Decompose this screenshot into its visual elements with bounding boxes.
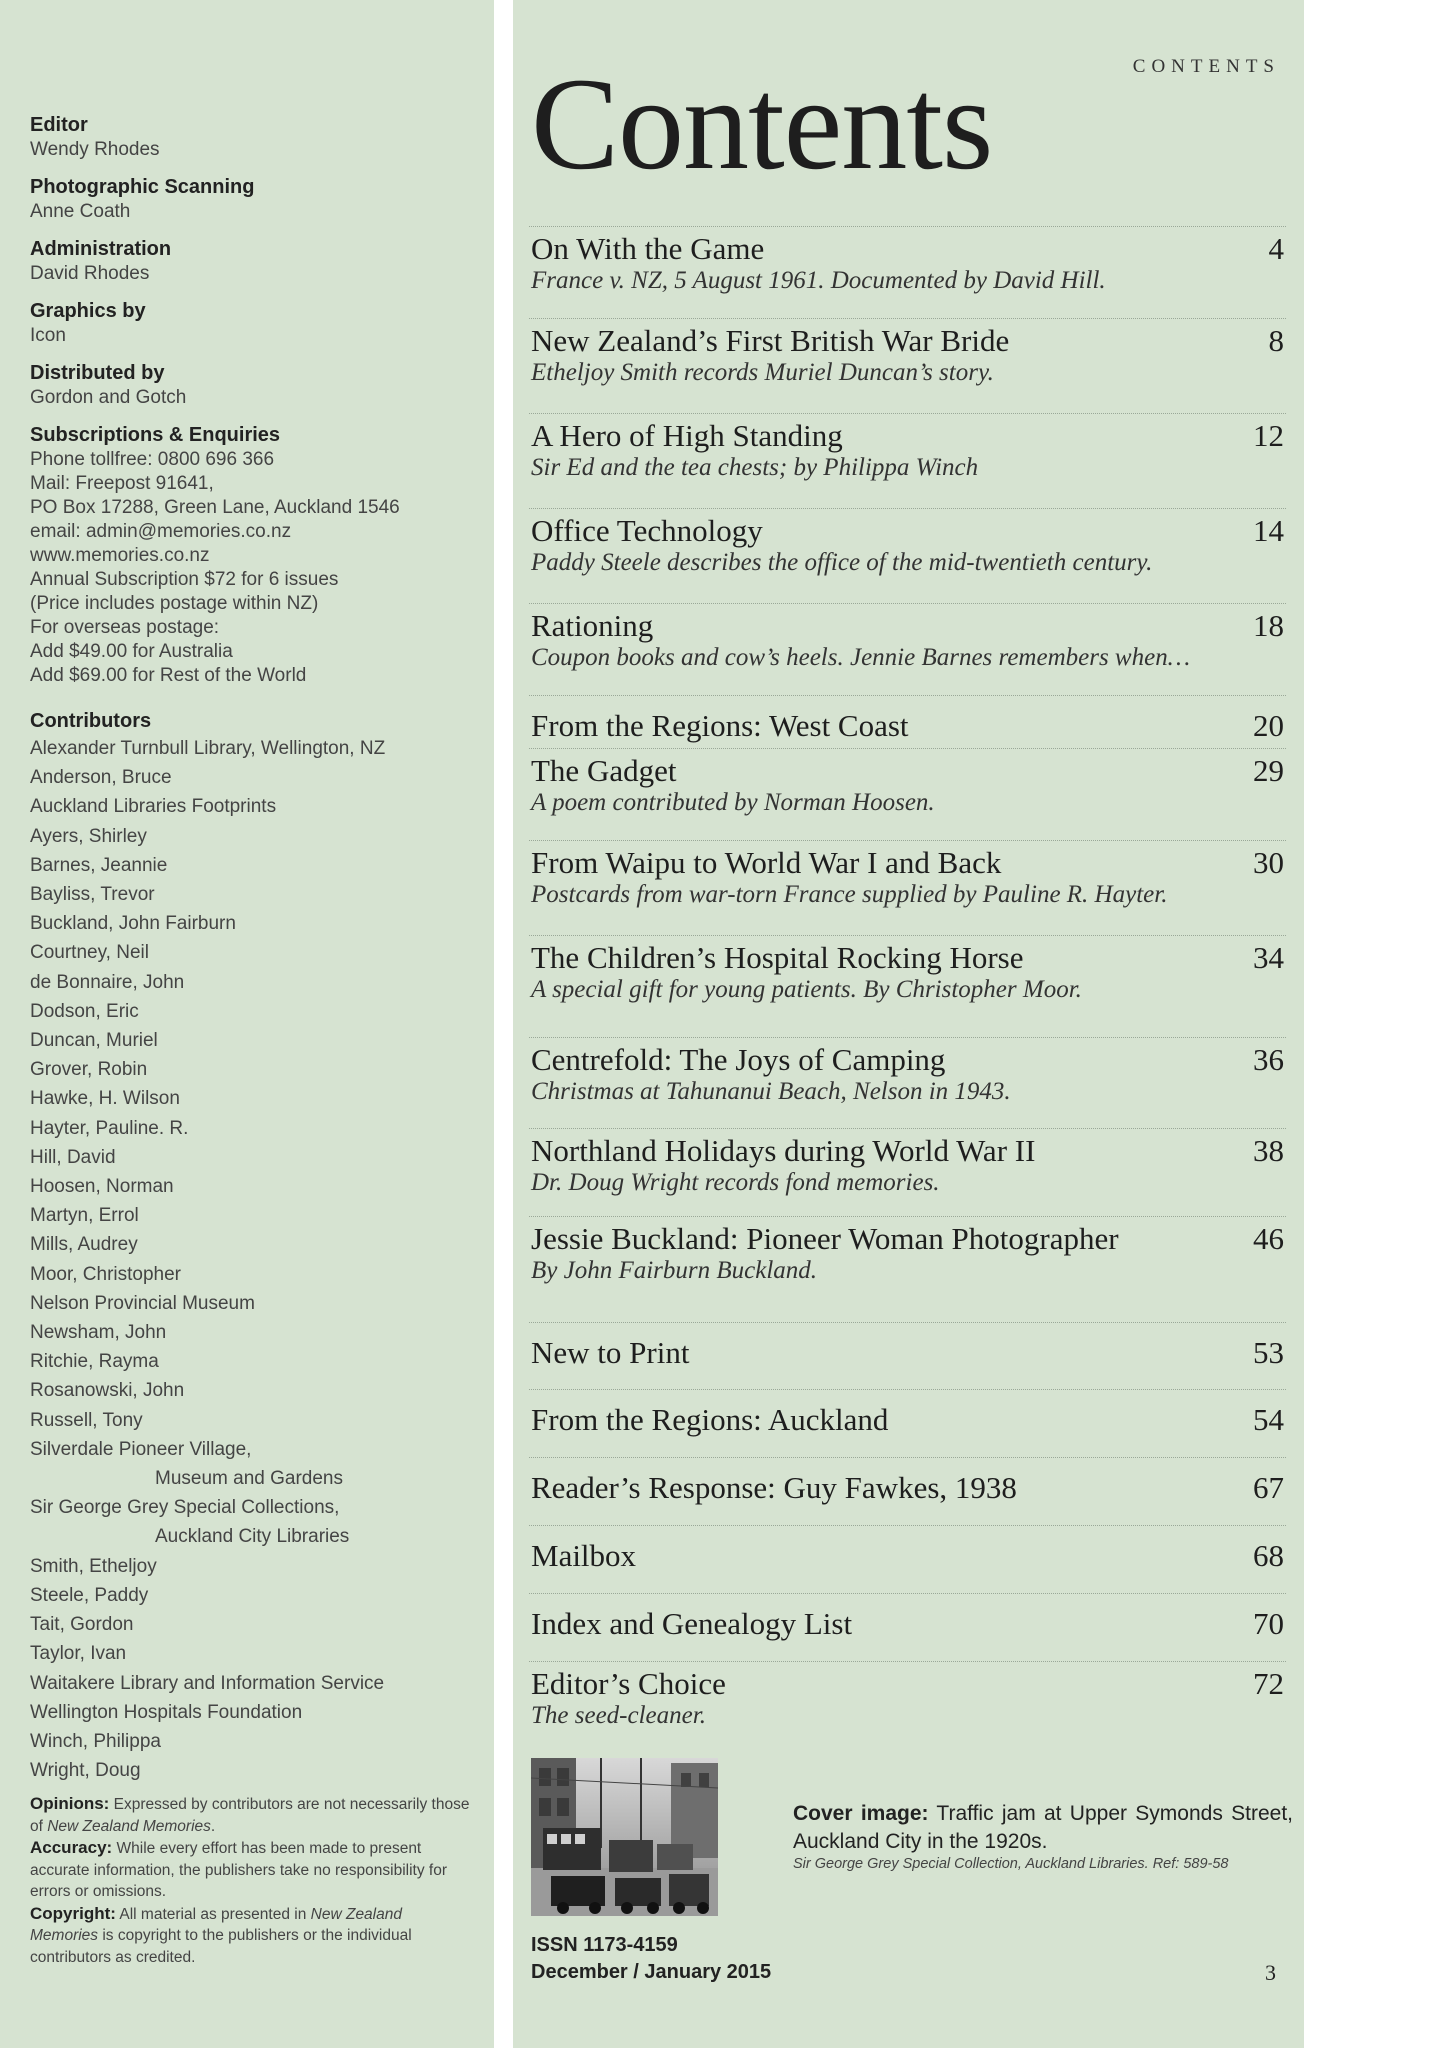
- toc-entry-title: Office Technology: [531, 513, 763, 548]
- credit-label: Graphics by: [30, 300, 146, 322]
- contributor-item: Buckland, John Fairburn: [30, 913, 236, 935]
- accuracy-label: Accuracy:: [30, 1838, 113, 1858]
- issn-block: [531, 1932, 771, 1986]
- toc-entry-title: New Zealand’s First British War Bride: [531, 323, 1010, 358]
- cover-image-block: [531, 1758, 1304, 1923]
- toc-entry[interactable]: [529, 413, 1286, 508]
- contributor-item: Smith, Etheljoy: [30, 1555, 157, 1577]
- contributor-item: Duncan, Muriel: [30, 1030, 158, 1052]
- toc-entry-row: [529, 231, 1286, 267]
- subscription-line: Annual Subscription $72 for 6 issues: [30, 569, 339, 590]
- toc-entry-title: Index and Genealogy List: [531, 1606, 853, 1641]
- credit-value: Wendy Rhodes: [30, 139, 160, 160]
- contributor-item: Martyn, Errol: [30, 1205, 139, 1227]
- contributor-item: Hawke, H. Wilson: [30, 1088, 180, 1110]
- contributors-title: Contributors: [30, 710, 152, 732]
- credits-sidebar: [0, 0, 494, 2048]
- toc-entry-page: 18: [1253, 608, 1284, 643]
- subscriptions-lines: [30, 448, 474, 688]
- toc-entry-subtitle: Etheljoy Smith records Muriel Duncan’s story.: [531, 359, 994, 386]
- copyright-text: All material as presented in: [115, 1905, 311, 1923]
- toc-entry-subtitle: By John Fairburn Buckland.: [531, 1257, 818, 1284]
- contributor-item: Anderson, Bruce: [30, 767, 172, 789]
- contributor-item: Hayter, Pauline. R.: [30, 1117, 189, 1139]
- subscriptions-label: Subscriptions & Enquiries: [30, 424, 281, 446]
- toc-entry-subtitle: Christmas at Tahunanui Beach, Nelson in 1943.: [531, 1078, 1011, 1105]
- cover-text: Traffic jam at Upper Symonds Street, Auckland City in the 1920s.: [793, 1802, 1293, 1853]
- toc-entry[interactable]: [529, 1525, 1286, 1593]
- contributor-item: Dodson, Eric: [30, 1000, 139, 1022]
- subscriptions-block: [30, 422, 474, 688]
- contributor-item: Hill, David: [30, 1146, 116, 1168]
- credit-label: Administration: [30, 238, 172, 260]
- contributor-item: Sir George Grey Special Collections,: [30, 1497, 340, 1519]
- toc-entry-row: [529, 1538, 1286, 1574]
- toc-entry-title: From the Regions: West Coast: [531, 708, 909, 743]
- toc-entry[interactable]: [529, 508, 1286, 603]
- toc-entry-page: 29: [1253, 753, 1284, 788]
- contributor-item: Steele, Paddy: [30, 1584, 149, 1606]
- credit-item: [30, 112, 474, 162]
- running-header: CONTENTS: [1132, 56, 1280, 77]
- toc-entry[interactable]: [529, 318, 1286, 413]
- toc-entry-row: [529, 418, 1286, 454]
- toc-entry[interactable]: [529, 1457, 1286, 1525]
- toc-entry-page: 67: [1253, 1470, 1284, 1505]
- contributor-item: Winch, Philippa: [30, 1730, 161, 1752]
- toc-entry-page: 34: [1253, 940, 1284, 975]
- contributor-item: Barnes, Jeannie: [30, 854, 168, 876]
- credit-item: [30, 174, 474, 224]
- copyright-label: Copyright:: [30, 1903, 116, 1923]
- subscription-line: Add $69.00 for Rest of the World: [30, 665, 307, 686]
- credit-item: [30, 360, 474, 410]
- toc-entry[interactable]: [529, 840, 1286, 935]
- cover-description: [793, 1800, 1293, 1856]
- toc-entry-subtitle: The seed-cleaner.: [531, 1702, 706, 1729]
- credit-value: Icon: [30, 325, 66, 346]
- toc-entry-row: [529, 1606, 1286, 1642]
- subscription-line: (Price includes postage within NZ): [30, 593, 319, 614]
- issn-number: ISSN 1173-4159: [531, 1934, 678, 1956]
- toc-entry-row: [529, 608, 1286, 644]
- toc-entry-row: [529, 845, 1286, 881]
- contributor-item: Auckland City Libraries: [155, 1526, 350, 1548]
- toc-entry-row: [529, 708, 1286, 744]
- toc-entry-row: [529, 1402, 1286, 1438]
- contributor-item: Waitakere Library and Information Service: [30, 1672, 385, 1694]
- toc-entry[interactable]: [529, 935, 1286, 1037]
- opinions-label: Opinions:: [30, 1794, 110, 1814]
- contributor-item: Russell, Tony: [30, 1409, 143, 1431]
- toc-entry-row: [529, 940, 1286, 976]
- toc-entry-title: From the Regions: Auckland: [531, 1402, 889, 1437]
- toc-entry-subtitle: A poem contributed by Norman Hoosen.: [531, 789, 935, 816]
- toc-entry-page: 70: [1253, 1606, 1284, 1641]
- toc-entry-row: [529, 1133, 1286, 1169]
- contributor-item: Ayers, Shirley: [30, 825, 147, 847]
- toc-entry-page: 12: [1253, 418, 1284, 453]
- contributor-item: Bayliss, Trevor: [30, 884, 155, 906]
- opinions-publication: New Zealand Memories: [47, 1817, 211, 1835]
- contributor-item: Auckland Libraries Footprints: [30, 796, 277, 818]
- opinions-end: .: [210, 1817, 216, 1835]
- toc-entry-subtitle: Coupon books and cow’s heels. Jennie Barnes remembers when…: [531, 644, 1190, 671]
- toc-entry-row: [529, 1666, 1286, 1702]
- subscription-line: PO Box 17288, Green Lane, Auckland 1546: [30, 497, 400, 518]
- toc-entry-page: 54: [1253, 1402, 1284, 1437]
- toc-entry-page: 8: [1268, 323, 1284, 358]
- contributor-item: Newsham, John: [30, 1322, 167, 1344]
- toc-entry[interactable]: [529, 1661, 1286, 1758]
- credit-value: Gordon and Gotch: [30, 387, 187, 408]
- toc-entry[interactable]: [529, 1216, 1286, 1322]
- toc-entry-row: [529, 1335, 1286, 1371]
- toc-entry-subtitle: Dr. Doug Wright records fond memories.: [531, 1169, 940, 1196]
- cover-caption: [793, 1800, 1293, 1872]
- contributor-item: Tait, Gordon: [30, 1614, 134, 1636]
- cover-label: Cover image:: [793, 1802, 929, 1825]
- toc-entry[interactable]: [529, 1128, 1286, 1216]
- toc-entry-row: [529, 1042, 1286, 1078]
- contributor-item: Courtney, Neil: [30, 942, 149, 964]
- contributor-item: Grover, Robin: [30, 1059, 148, 1081]
- contributor-item: Taylor, Ivan: [30, 1643, 127, 1665]
- credit-value: David Rhodes: [30, 263, 150, 284]
- toc-entry-subtitle: Postcards from war-torn France supplied by Pauline R. Hayter.: [531, 881, 1168, 908]
- contributor-item: Alexander Turnbull Library, Wellington, NZ: [30, 738, 386, 759]
- legal-notice: [30, 1793, 474, 1968]
- toc-entry-row: [529, 323, 1286, 359]
- toc-entry-page: 36: [1253, 1042, 1284, 1077]
- toc-entry-row: [529, 1221, 1286, 1257]
- toc-entry-title: Centrefold: The Joys of Camping: [531, 1042, 946, 1077]
- contributor-item: Rosanowski, John: [30, 1380, 185, 1402]
- toc-entry-row: [529, 513, 1286, 549]
- toc-entry-title: Rationing: [531, 608, 654, 643]
- issue-date: December / January 2015: [531, 1961, 772, 1983]
- toc-entry-title: Reader’s Response: Guy Fawkes, 1938: [531, 1470, 1017, 1505]
- credit-label: Editor: [30, 114, 88, 136]
- toc-entry-page: 68: [1253, 1538, 1284, 1573]
- toc-entry[interactable]: [529, 1322, 1286, 1389]
- toc-entry-title: On With the Game: [531, 231, 765, 266]
- contributor-item: Wellington Hospitals Foundation: [30, 1701, 303, 1723]
- contributor-item: Hoosen, Norman: [30, 1176, 174, 1198]
- toc-entry-page: 38: [1253, 1133, 1284, 1168]
- contributor-item: Ritchie, Rayma: [30, 1351, 159, 1373]
- toc-entry[interactable]: [529, 1037, 1286, 1128]
- toc-entry-title: The Gadget: [531, 753, 677, 788]
- subscription-line: Add $49.00 for Australia: [30, 641, 233, 662]
- contributor-item: Wright, Doug: [30, 1760, 141, 1782]
- copyright-publication: New Zealand Memories: [30, 1905, 402, 1945]
- opinions-text: Expressed by contributors are not necessarily those of: [30, 1796, 470, 1835]
- subscription-line: www.memories.co.nz: [30, 545, 210, 566]
- contributor-item: de Bonnaire, John: [30, 971, 185, 993]
- credits-list: [30, 112, 474, 410]
- toc-entry-page: 53: [1253, 1335, 1284, 1370]
- toc-entry-subtitle: Sir Ed and the tea chests; by Philippa Winch: [531, 454, 979, 481]
- contents-panel: [513, 0, 1304, 2048]
- contributor-item: Moor, Christopher: [30, 1263, 182, 1285]
- toc-entry[interactable]: [529, 1389, 1286, 1457]
- credit-item: [30, 236, 474, 286]
- contributor-item: Museum and Gardens: [155, 1468, 343, 1490]
- page-title: Contents: [531, 50, 993, 197]
- toc-entry-subtitle: France v. NZ, 5 August 1961. Documented by David Hill.: [531, 267, 1106, 294]
- toc-entry[interactable]: [529, 748, 1286, 840]
- toc-entry-row: [529, 1470, 1286, 1506]
- toc-entry[interactable]: [529, 603, 1286, 695]
- contributors-list: [30, 734, 474, 1785]
- subscription-line: email: admin@memories.co.nz: [30, 521, 292, 542]
- cover-credit: Sir George Grey Special Collection, Auckland Libraries. Ref: 589-58: [793, 1856, 1229, 1872]
- toc-entry-title: Jessie Buckland: Pioneer Woman Photographer: [531, 1221, 1119, 1256]
- page-number: 3: [1265, 1960, 1276, 1985]
- toc-entry-page: 30: [1253, 845, 1284, 880]
- contributor-item: Mills, Audrey: [30, 1234, 138, 1256]
- toc-entry-title: New to Print: [531, 1335, 690, 1370]
- subscription-line: For overseas postage:: [30, 617, 220, 638]
- toc-entry-title: Northland Holidays during World War II: [531, 1133, 1036, 1168]
- toc-entry-title: Editor’s Choice: [531, 1666, 726, 1701]
- toc-entry[interactable]: [529, 1593, 1286, 1661]
- toc-entry-page: 46: [1253, 1221, 1284, 1256]
- toc-entry-page: 14: [1253, 513, 1284, 548]
- toc-entry[interactable]: [529, 226, 1286, 318]
- toc-entry[interactable]: [529, 695, 1286, 748]
- copyright-end: is copyright to the publishers or the individual contributors as credited.: [30, 1927, 412, 1966]
- credit-value: Anne Coath: [30, 201, 131, 222]
- subscription-line: Mail: Freepost 91641,: [30, 473, 214, 494]
- cover-photo: [531, 1758, 718, 1916]
- toc-entry-subtitle: A special gift for young patients. By Christopher Moor.: [531, 976, 1082, 1003]
- toc-entry-page: 20: [1253, 708, 1284, 743]
- credit-item: [30, 298, 474, 348]
- contributor-item: Silverdale Pioneer Village,: [30, 1438, 252, 1460]
- toc-entry-title: The Children’s Hospital Rocking Horse: [531, 940, 1024, 975]
- table-of-contents: [529, 226, 1286, 1758]
- toc-entry-page: 4: [1268, 231, 1284, 266]
- subscription-line: Phone tollfree: 0800 696 366: [30, 449, 275, 470]
- credit-label: Photographic Scanning: [30, 176, 255, 198]
- toc-entry-subtitle: Paddy Steele describes the office of the mid-twentieth century.: [531, 549, 1153, 576]
- contributor-item: Nelson Provincial Museum: [30, 1292, 255, 1314]
- toc-entry-title: Mailbox: [531, 1538, 637, 1573]
- toc-entry-title: From Waipu to World War I and Back: [531, 845, 1002, 880]
- accuracy-text: While every effort has been made to present accurate information, the publishers take no responsibility for errors or omissions.: [30, 1840, 447, 1901]
- toc-entry-page: 72: [1253, 1666, 1284, 1701]
- credit-label: Distributed by: [30, 362, 165, 384]
- toc-entry-title: A Hero of High Standing: [531, 418, 843, 453]
- toc-entry-row: [529, 753, 1286, 789]
